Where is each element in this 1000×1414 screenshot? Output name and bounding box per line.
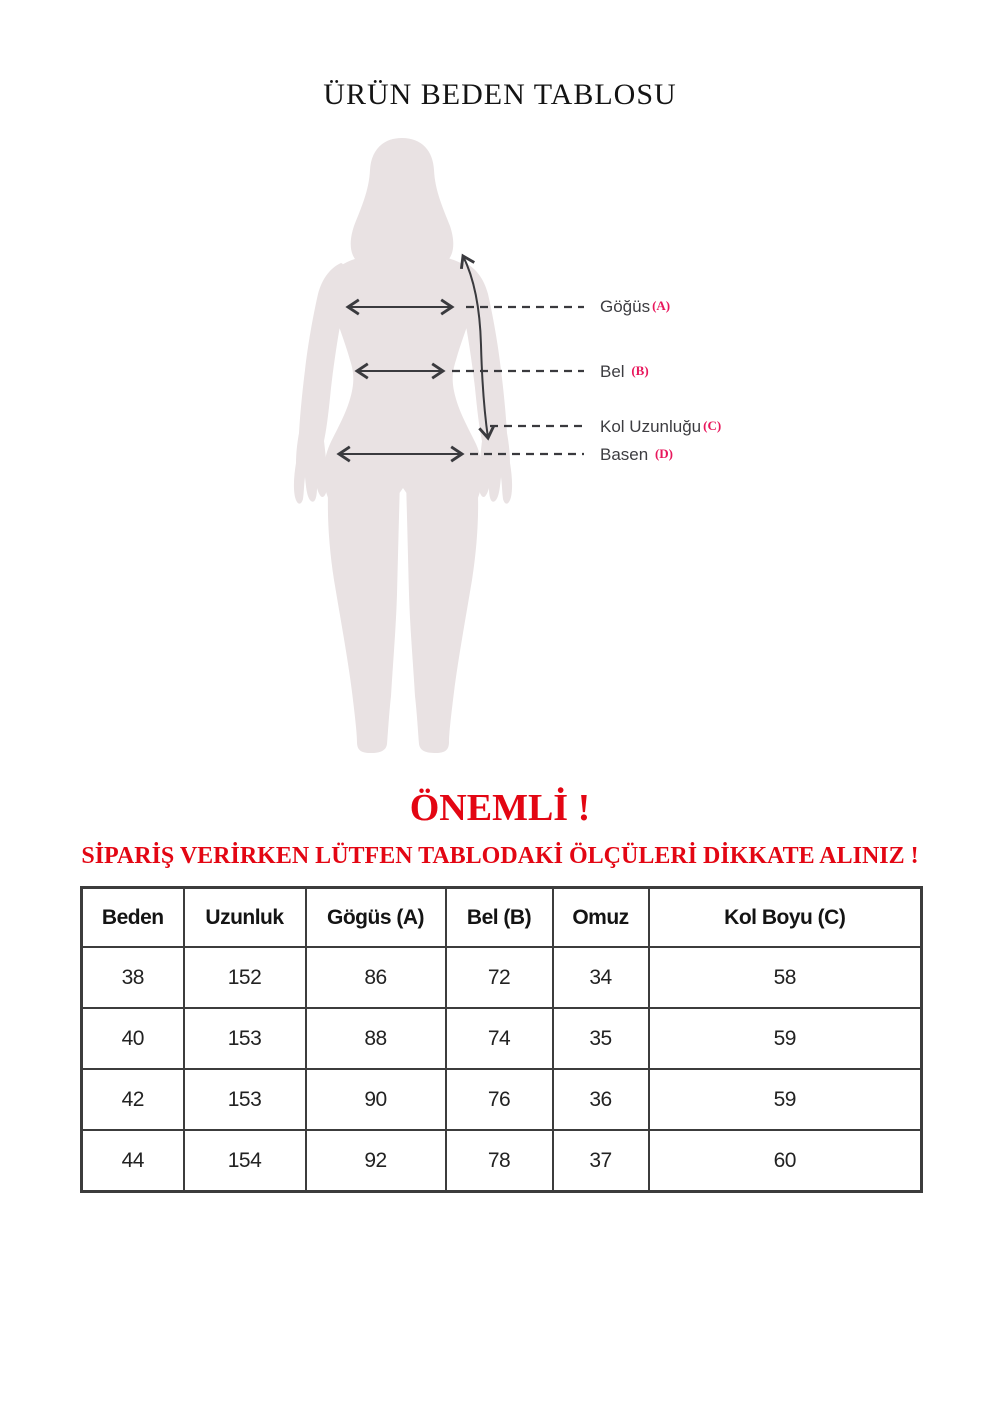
silhouette-head-hair bbox=[351, 138, 454, 272]
cell-kol-boyu: 58 bbox=[649, 947, 922, 1008]
measurement-label-chest-code: (A) bbox=[652, 298, 671, 313]
cell-gogus: 86 bbox=[306, 947, 446, 1008]
silhouette-right-leg bbox=[406, 458, 478, 753]
silhouette-left-leg bbox=[328, 458, 400, 753]
cell-bel: 76 bbox=[446, 1069, 553, 1130]
measurement-label-arm-length bbox=[600, 416, 721, 438]
header-kol-boyu: Kol Boyu (C) bbox=[649, 888, 922, 948]
cell-omuz: 34 bbox=[553, 947, 649, 1008]
important-warning: SİPARİŞ VERİRKEN LÜTFEN TABLODAKİ ÖLÇÜLERİ DİKKATE ALINIZ ! bbox=[81, 843, 919, 869]
cell-bel: 74 bbox=[446, 1008, 553, 1069]
cell-omuz: 36 bbox=[553, 1069, 649, 1130]
cell-uzunluk: 154 bbox=[184, 1130, 306, 1192]
important-heading: ÖNEMLİ ! bbox=[409, 787, 591, 829]
size-table-header-row bbox=[82, 888, 922, 948]
cell-gogus: 92 bbox=[306, 1130, 446, 1192]
cell-uzunluk: 153 bbox=[184, 1069, 306, 1130]
cell-kol-boyu: 59 bbox=[649, 1008, 922, 1069]
table-row bbox=[82, 1069, 922, 1130]
cell-kol-boyu: 59 bbox=[649, 1069, 922, 1130]
measurement-label-arm-length-code: (C) bbox=[703, 418, 722, 433]
cell-uzunluk: 152 bbox=[184, 947, 306, 1008]
measurement-label-chest bbox=[600, 296, 670, 318]
cell-omuz: 35 bbox=[553, 1008, 649, 1069]
cell-gogus: 88 bbox=[306, 1008, 446, 1069]
header-omuz: Omuz bbox=[553, 888, 649, 948]
measurement-label-waist bbox=[600, 361, 649, 383]
cell-bel: 72 bbox=[446, 947, 553, 1008]
cell-kol-boyu: 60 bbox=[649, 1130, 922, 1192]
measurement-label-hip-text: Basen bbox=[600, 445, 649, 464]
cell-beden: 40 bbox=[82, 1008, 184, 1069]
measurement-label-waist-text: Bel bbox=[600, 362, 625, 381]
female-silhouette bbox=[294, 138, 512, 753]
header-beden: Beden bbox=[82, 888, 184, 948]
table-row bbox=[82, 1130, 922, 1192]
page-title: ÜRÜN BEDEN TABLOSU bbox=[323, 78, 677, 111]
measurement-label-hip-code: (D) bbox=[654, 446, 673, 461]
measurement-label-chest-text: Göğüs bbox=[600, 297, 651, 316]
cell-omuz: 37 bbox=[553, 1130, 649, 1192]
measurement-label-waist-code: (B) bbox=[631, 363, 649, 378]
cell-bel: 78 bbox=[446, 1130, 553, 1192]
cell-gogus: 90 bbox=[306, 1069, 446, 1130]
header-gogus: Gögüs (A) bbox=[306, 888, 446, 948]
cell-beden: 38 bbox=[82, 947, 184, 1008]
header-bel: Bel (B) bbox=[446, 888, 553, 948]
header-uzunluk: Uzunluk bbox=[184, 888, 306, 948]
table-row bbox=[82, 947, 922, 1008]
measurement-label-arm-length-text: Kol Uzunluğu bbox=[600, 417, 702, 436]
cell-beden: 42 bbox=[82, 1069, 184, 1130]
measurement-label-hip bbox=[600, 444, 673, 466]
cell-uzunluk: 153 bbox=[184, 1008, 306, 1069]
size-table bbox=[80, 886, 923, 1193]
cell-beden: 44 bbox=[82, 1130, 184, 1192]
table-row bbox=[82, 1008, 922, 1069]
